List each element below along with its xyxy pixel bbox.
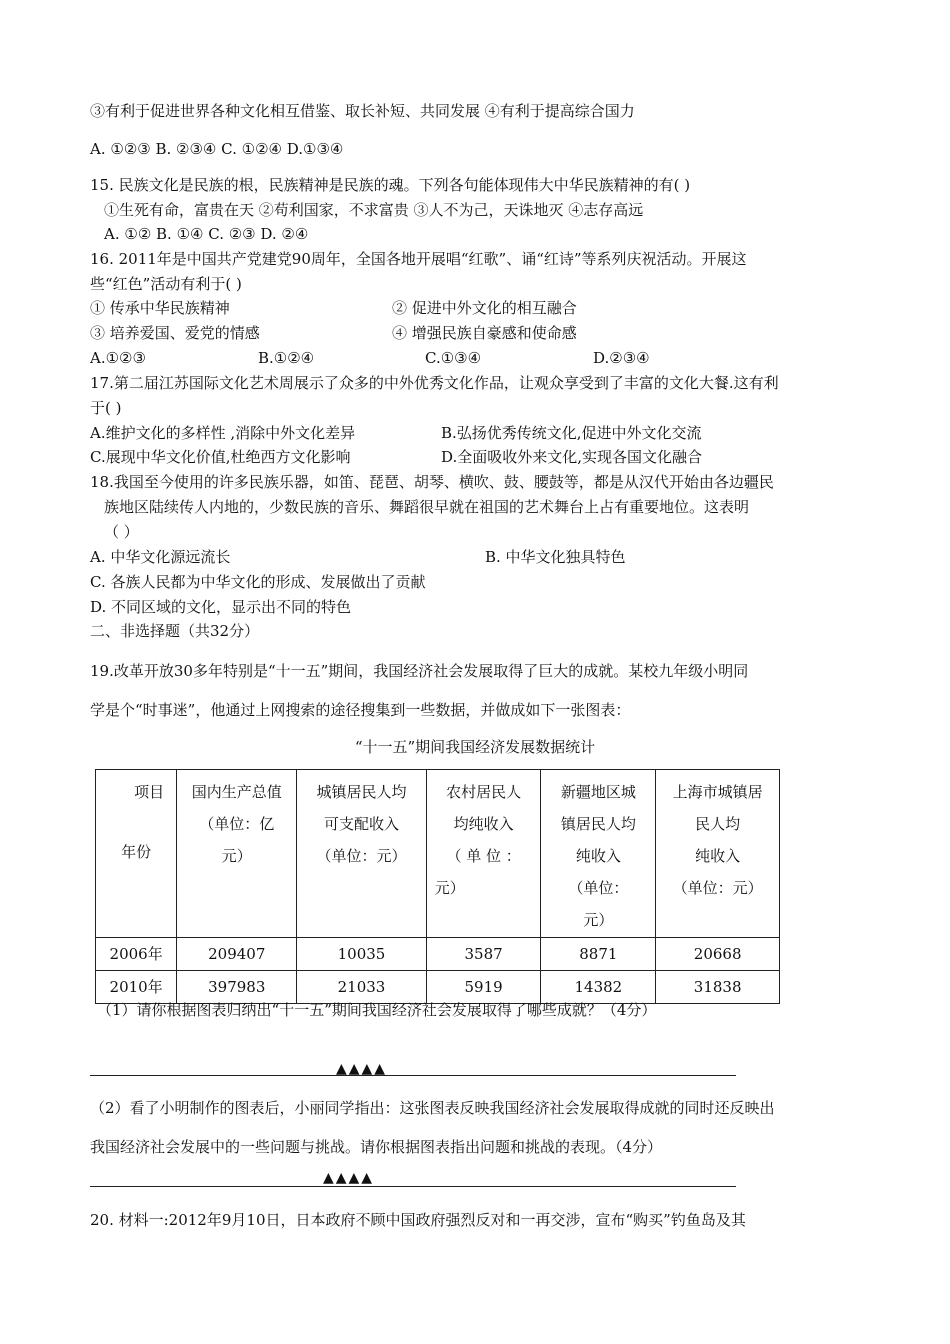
- q18-option-b: B. 中华文化独具特色: [485, 548, 626, 566]
- header-line: 均纯收入: [453, 815, 514, 833]
- q18-option-d: D. 不同区域的文化，显示出不同的特色: [90, 598, 352, 616]
- question-19: 19.改革开放30多年特别是“十一五”期间，我国经济社会发展取得了巨大的成就。某校九年级小明同: [90, 662, 749, 680]
- q18-option-a: A. 中华文化源远流长: [90, 548, 231, 566]
- question-20: 20. 材料一:2012年9月10日，日本政府不顾中国政府强烈反对和一再交涉，宣布“购买”钓鱼岛及其: [90, 1211, 746, 1229]
- cell-urban-income: 10035: [297, 938, 427, 971]
- col-header-shanghai-income: [656, 770, 780, 938]
- q16-option-c: C.①③④: [425, 349, 482, 367]
- table-row: [96, 938, 780, 971]
- col-header-xinjiang-income: [541, 770, 656, 938]
- question-18-blank: （ ）: [104, 523, 139, 541]
- cell-shanghai-income: 31838: [656, 971, 780, 1004]
- header-line: 国内生产总值: [191, 783, 282, 801]
- q17-option-a: A.维护文化的多样性 ,消除中外文化差异: [90, 424, 356, 442]
- header-line: 元）: [221, 847, 252, 865]
- col-header-rural-income: [426, 770, 541, 938]
- q17-option-c: C.展现中华文化价值,杜绝西方文化影响: [90, 448, 351, 466]
- q16-statement-2: ② 促进中外文化的相互融合: [392, 299, 577, 317]
- cell-rural-income: 5919: [426, 971, 541, 1004]
- cell-gdp: 209407: [177, 938, 297, 971]
- table-title: “十一五”期间我国经济发展数据统计: [354, 738, 596, 756]
- header-line: 纯收入: [575, 847, 621, 865]
- header-line: （单位：元）: [316, 847, 407, 865]
- answer-line: [90, 1186, 736, 1187]
- question-19-part-2: （2）看了小明制作的图表后，小丽同学指出：这张图表反映我国经济社会发展取得成就的同时还反映出: [90, 1099, 775, 1117]
- q16-statement-3: ③ 培养爱国、爱党的情感: [90, 324, 260, 342]
- header-line: 镇居民人均: [560, 815, 636, 833]
- header-line: （单位：: [568, 879, 629, 897]
- cell-shanghai-income: 20668: [656, 938, 780, 971]
- header-line: （ 单 位 ：: [446, 847, 521, 865]
- question-18: 18.我国至今使用的许多民族乐器，如笛、琵琶、胡琴、横吹、鼓、腰鼓等，都是从汉代开始由各边疆民: [90, 473, 774, 491]
- cell-rural-income: 3587: [426, 938, 541, 971]
- header-year-label: 年份: [121, 843, 152, 861]
- col-header-urban-income: [297, 770, 427, 938]
- question-15: 15. 民族文化是民族的根，民族精神是民族的魂。下列各句能体现伟大中华民族精神的有( ): [90, 176, 691, 194]
- header-line: （单位：元）: [672, 879, 763, 897]
- answer-line: [90, 1075, 736, 1076]
- header-line: 元）: [434, 879, 465, 897]
- header-line: 元）: [583, 911, 614, 929]
- header-line: 上海市城镇居: [672, 783, 763, 801]
- section-heading: 二、非选择题（共32分）: [90, 622, 260, 640]
- question-19-cont: 学是个“时事迷”，他通过上网搜索的途径搜集到一些数据，并做成如下一张图表：: [90, 701, 631, 719]
- header-line: （单位：亿: [199, 815, 275, 833]
- cell-xinjiang-income: 8871: [541, 938, 656, 971]
- q18-option-c: C. 各族人民都为中华文化的形成、发展做出了贡献: [90, 573, 426, 591]
- option-line: ③有利于促进世界各种文化相互借鉴、取长补短、共同发展 ④有利于提高综合国力: [90, 102, 635, 120]
- q17-option-d: D.全面吸收外来文化,实现各国文化融合: [441, 448, 703, 466]
- question-17: 17.第二届江苏国际文化艺术周展示了众多的中外优秀文化作品，让观众享受到了丰富的文化大餐.这有利: [90, 374, 779, 392]
- question-18-cont: 族地区陆续传人内地的，少数民族的音乐、舞蹈很早就在祖国的艺术舞台上占有重要地位。这表明: [104, 498, 750, 516]
- header-line: 城镇居民人均: [316, 783, 407, 801]
- q16-option-d: D.②③④: [593, 349, 650, 367]
- header-line: 可支配收入: [323, 815, 399, 833]
- q17-option-b: B.弘扬优秀传统文化,促进中外文化交流: [441, 424, 702, 442]
- question-19-part-2-cont: 我国经济社会发展中的一些问题与挑战。请你根据图表指出问题和挑战的表现。（4分）: [90, 1138, 663, 1156]
- header-line: 新疆地区城: [560, 783, 636, 801]
- triangle-marks: ▲▲▲▲: [336, 1061, 388, 1077]
- q15-options: A. ①② B. ①④ C. ②③ D. ②④: [104, 225, 309, 243]
- q16-option-b: B.①②④: [258, 349, 315, 367]
- header-line: 农村居民人: [446, 783, 522, 801]
- question-17-cont: 于( ): [90, 399, 122, 417]
- data-table: [95, 769, 780, 1004]
- cell-xinjiang-income: 14382: [541, 971, 656, 1004]
- question-16-cont: 些“红色”活动有利于( ): [90, 275, 242, 293]
- question-16: 16. 2011年是中国共产党建党90周年，全国各地开展唱“红歌”、诵“红诗”等系列庆祝活动。开展这: [90, 250, 747, 268]
- q14-options: A. ①②③ B. ②③④ C. ①②④ D.①③④: [90, 140, 344, 158]
- header-item-label: 项目: [134, 783, 165, 801]
- corner-header: [96, 770, 177, 938]
- q16-option-a: A.①②③: [90, 349, 146, 367]
- q16-statement-1: ① 传承中华民族精神: [90, 299, 230, 317]
- table-header-row: [96, 770, 780, 938]
- header-line: 民人均: [695, 815, 741, 833]
- table-row: [96, 971, 780, 1004]
- cell-urban-income: 21033: [297, 971, 427, 1004]
- q16-statement-4: ④ 增强民族自豪感和使命感: [392, 324, 577, 342]
- row-year: 2010年: [96, 971, 177, 1004]
- col-header-gdp: [177, 770, 297, 938]
- triangle-marks: ▲▲▲▲: [323, 1170, 375, 1186]
- question-19-part-1: （1）请你根据图表归纳出“十一五”期间我国经济社会发展取得了哪些成就？（4分）: [97, 1001, 657, 1019]
- cell-gdp: 397983: [177, 971, 297, 1004]
- header-line: 纯收入: [695, 847, 741, 865]
- row-year: 2006年: [96, 938, 177, 971]
- q15-statements: ①生死有命，富贵在天 ②苟利国家，不求富贵 ③人不为己，天诛地灭 ④志存高远: [104, 201, 644, 219]
